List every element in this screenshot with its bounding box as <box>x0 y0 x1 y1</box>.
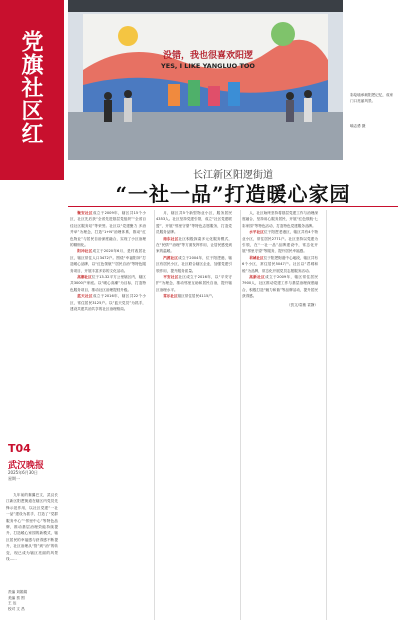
paragraph-text: 位于阳逻老港区，辖区共有4个物业小区，常住居民2771户。社区坚持以党建为引领，在“一社一品”品牌建设中，常态化开展“邻里守望”等服务，提升居民幸福感。 <box>242 230 318 254</box>
community-name: 水平社区 <box>249 230 264 235</box>
paragraph-text: 位于阳逻街道中心地段，辖区共有6个小区，常住居民5047户。社区以“君城和睦”为品牌，常态化开展党员志愿服务活动。 <box>242 255 319 273</box>
paragraph-text: 成立于2009年，辖区共15个小区，社区先后获“全省先进基层党组织”“全省百佳社区服务站”等荣誉。社区以“党建聚力 多治并举”为理念，打造“1+N”治理体系，推动“红色物业”与居民自治深度融合，实现了小区治理的精细化。 <box>70 211 147 248</box>
left-intro-text <box>6 492 58 562</box>
column-divider <box>154 210 155 620</box>
paragraph-text: 辖区常住居民4115户。 <box>177 294 216 299</box>
paper-name: 武汉晚报 <box>8 461 45 471</box>
photo-caption: 彩绘墙承载阳逻记忆，成家门口亮丽风景。 <box>350 93 394 103</box>
column-divider <box>326 210 327 620</box>
page-code: T04 <box>8 442 31 455</box>
issue-weekday: 星期一 <box>8 476 20 481</box>
paragraph <box>156 255 232 274</box>
paragraph <box>242 255 318 274</box>
credits <box>8 590 60 612</box>
paragraph <box>242 229 318 255</box>
paragraph-text: 位于13.32平方公里辖区内，辖区共3000户家庭。以“暖心高潮”为目标，打造特色服务项目，推动社区治理提档升级。 <box>70 275 147 292</box>
paragraph <box>70 210 146 248</box>
paragraph-text: 成立于2016年，辖区共22个小区，常住居民3125户。以“蓝天党员”为抓手，建设共建共治共享的社区治理格局。 <box>70 294 147 312</box>
credit-editor: 责编 刘娟娟 <box>8 590 28 594</box>
paragraph-text: 成立于2009年，辖区常住居民7900人，社区推动党建工作与基层治理深度融合，积极打造“魅力和谐”等品牌活动，提升居民获得感。 <box>242 275 319 299</box>
headline-subtitle: 长江新区阳逻街道 <box>193 170 273 181</box>
paragraph <box>156 210 232 236</box>
paragraph <box>156 236 232 255</box>
paragraph-text: 成立于2020年6月，是村改居社区，辖区常住人口3472户。围绕“幸福阳冲”打造暖心品牌，以“红色领航”“居民自治”等特色服务项目，开展丰富多彩的文化活动。 <box>70 249 147 273</box>
intro-paragraph: 九年前的秦翼巴文，武汉长江新区阳逻街道在辖区内党员先锋示范作用，以社区党建“一社一品”建设为抓手，打造了“党群服务中心”“邻里中心”等特色品牌，推动基层治理效能持续提升，打造暖心家园的新模式，辖区居民的幸福感与获得感不断提升，社区治理从“管”到“治”的转变，现已成为辖区亮丽的风景线…… <box>6 493 58 562</box>
community-name: 南东社区 <box>163 236 179 241</box>
section-banner <box>0 0 64 180</box>
paragraph <box>70 248 146 274</box>
paragraph <box>70 274 146 293</box>
byline: （贺文/袁敏 袁静） <box>286 302 318 307</box>
community-name: 高潮社区 <box>77 275 92 280</box>
paragraph <box>242 274 318 300</box>
community-name: 汽渡社区 <box>163 255 179 260</box>
paragraph-text: 社区积极探索多元化服务模式，在“民情”“治理”等方面发挥作用，让居民感受到家的温暖。 <box>156 236 233 254</box>
community-name: 常乐社区 <box>163 294 178 299</box>
issue-date: 2025年6月30日 <box>8 470 38 475</box>
paragraph-text: 人，社区始终坚持将基层党建工作与治理深度融合，坚持用心服务居民，开展“红色领航·七彩家园”等特色活动，打造特色党建服务品牌。 <box>242 211 318 228</box>
article-column-2 <box>156 210 232 300</box>
credit-proof: 王 达 <box>8 601 17 606</box>
paragraph <box>156 293 232 299</box>
paragraph-text: 社区成立于2016年，以“平安守护”为理念，推动邻里互助和居民自治，提升辖区治理水平。 <box>156 275 233 292</box>
column-divider <box>240 210 241 620</box>
mural-photo <box>68 0 343 160</box>
mural-illustration <box>68 0 343 160</box>
mural-text-en: YES, I LIKE YANGLUO TOO <box>161 62 255 70</box>
paragraph-text: 成立于2004年，位于阳逻港，辖区有居民小区，社区联合辖区企业，加强党建引领作用，提升服务质量。 <box>156 255 232 273</box>
headline-rule <box>68 206 398 207</box>
article-column-1 <box>70 210 146 313</box>
article-column-3 <box>242 210 318 308</box>
community-name: 高新社区 <box>249 275 266 280</box>
paragraph <box>70 293 146 312</box>
mural-text-cn: 没错，我也很喜欢阳逻 <box>162 51 253 61</box>
paragraph-text: 月，辖区共5个新型物业小区，服务居民4353人。社区坚持党建引领，成立“社区党建联盟”，开展“邻里守望”等特色志愿服务，打造党员服务品牌。 <box>156 211 232 235</box>
community-name: 君城社区 <box>249 255 264 260</box>
credit-proof2: 校对 文 昌 <box>8 606 25 611</box>
photo-credit: 喻志勇 摄 <box>350 124 366 128</box>
headline: “一社一品”打造暖心家园 <box>115 182 351 206</box>
community-name: 阳冲社区 <box>77 249 93 254</box>
community-name: 聚安社区 <box>77 211 93 215</box>
community-name: 蓝天社区 <box>77 294 93 299</box>
paragraph <box>242 210 318 229</box>
section-title: 党旗社区红 <box>18 30 44 145</box>
credit-designer: 美编 蔡 围 <box>8 595 25 600</box>
community-name: 平安社区 <box>163 275 179 280</box>
paragraph <box>156 274 232 293</box>
